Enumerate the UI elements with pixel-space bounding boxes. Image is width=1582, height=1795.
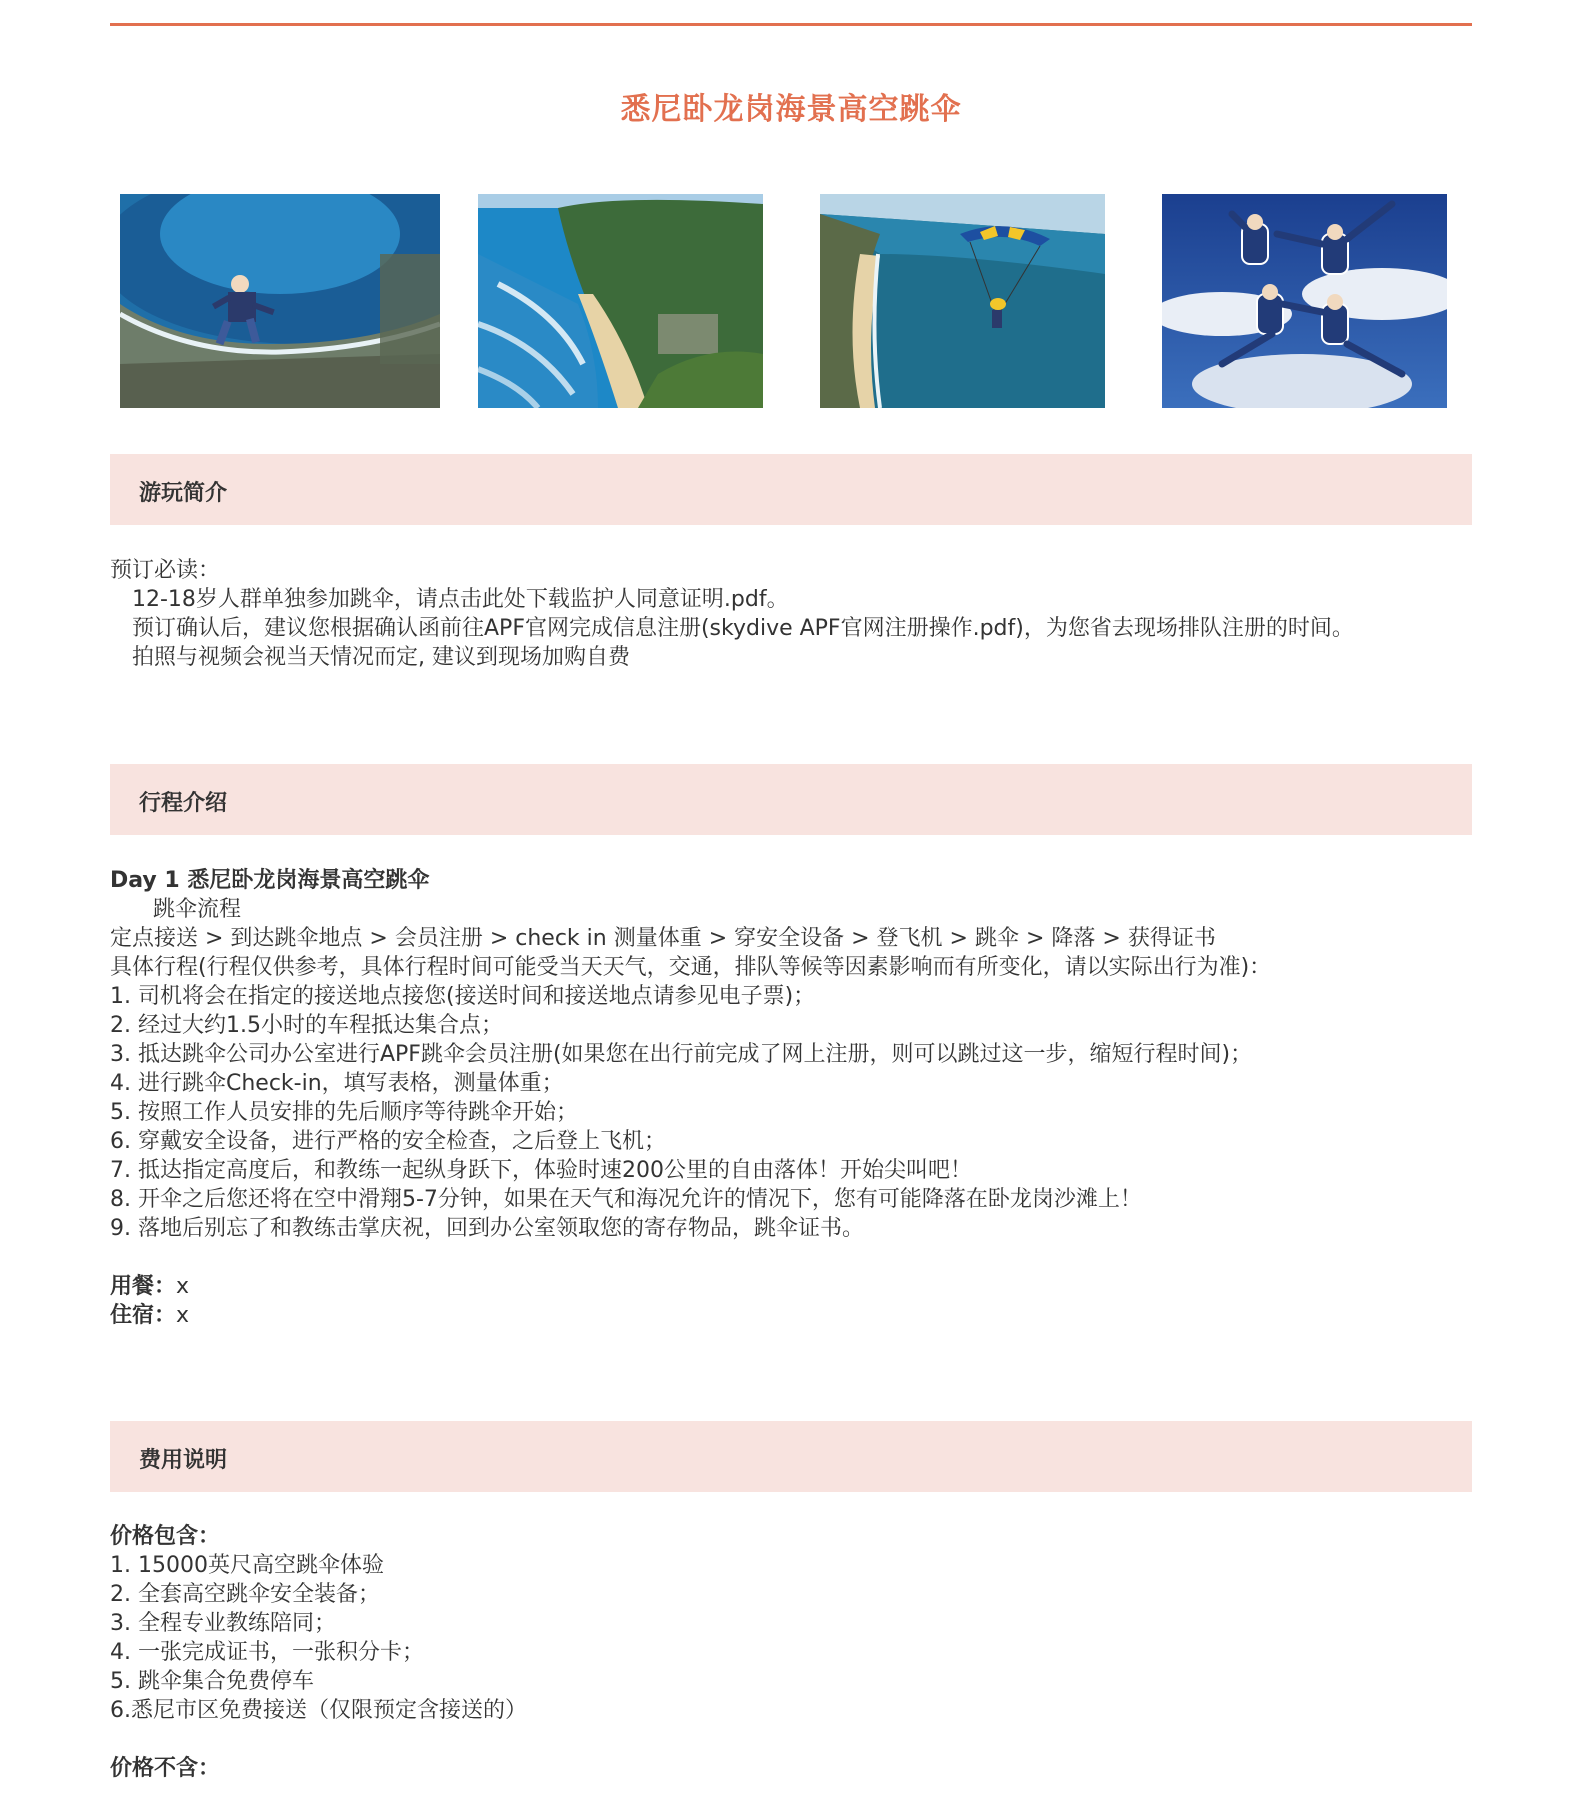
section-header-costs [110,1421,1472,1492]
itinerary-step: 6. 穿戴安全设备，进行严格的安全检查，之后登上飞机； [110,1129,666,1154]
itinerary-step: 3. 抵达跳伞公司办公室进行APF跳伞会员注册(如果您在出行前完成了网上注册，则可以跳过这一步，缩短行程时间)； [110,1042,1253,1067]
section-header-itinerary [110,764,1472,835]
itinerary-note: 具体行程(行程仅供参考，具体行程时间可能受当天天气，交通，排队等候等因素影响而有所变化，请以实际出行为准)： [110,955,1272,980]
meals-value: x [176,1274,190,1299]
meals-label: 用餐： [110,1274,177,1299]
itinerary-step: 8. 开伞之后您还将在空中滑翔5-7分钟，如果在天气和海况允许的情况下，您有可能降落在卧龙岗沙滩上！ [110,1187,1142,1212]
itinerary-text [110,866,1472,1330]
section-header-intro [110,454,1472,525]
section-title-itinerary: 行程介绍 [139,791,228,816]
top-divider [110,23,1472,26]
section-title-costs: 费用说明 [139,1448,228,1473]
intro-line: 预订必读： [110,558,221,583]
lodging-value: x [176,1303,190,1328]
parachute-over-ocean-photo[interactable] [820,194,1105,408]
itinerary-step: 5. 按照工作人员安排的先后顺序等待跳伞开始； [110,1100,578,1125]
flow-label: 跳伞流程 [153,897,242,922]
itinerary-step: 2. 经过大约1.5小时的车程抵达集合点； [110,1013,503,1038]
included-item: 2. 全套高空跳伞安全装备； [110,1582,380,1607]
included-item: 1. 15000英尺高空跳伞体验 [110,1553,384,1578]
itinerary-step: 4. 进行跳伞Check-in，填写表格，测量体重； [110,1071,564,1096]
excluded-label: 价格不含： [110,1756,221,1781]
apf-registration-link[interactable]: 预订确认后，建议您根据确认函前往APF官网完成信息注册(skydive APF官网注册操作.pdf)，为您省去现场排队注册的时间。 [132,616,1354,641]
included-item: 5. 跳伞集合免费停车 [110,1669,314,1694]
itinerary-step: 1. 司机将会在指定的接送地点接您(接送时间和接送地点请参见电子票)； [110,984,816,1009]
meals-row [110,1272,1472,1301]
formation-skydivers-photo[interactable] [1162,194,1447,408]
day-title: Day 1 悉尼卧龙岗海景高空跳伞 [110,868,430,893]
page-title: 悉尼卧龙岗海景高空跳伞 [620,92,962,127]
included-item: 3. 全程专业教练陪同； [110,1611,336,1636]
photo-strip [0,194,1582,408]
tandem-skydive-over-coast-photo[interactable] [120,194,440,408]
section-title-intro: 游玩简介 [139,481,228,506]
intro-text [110,556,1472,672]
flow-steps: 定点接送 > 到达跳伞地点 > 会员注册 > check in 测量体重 > 穿安全设备 > 登飞机 > 跳伞 > 降落 > 获得证书 [110,926,1216,951]
lodging-label: 住宿： [110,1303,177,1328]
included-item: 4. 一张完成证书，一张积分卡； [110,1640,424,1665]
download-consent-link[interactable]: 12-18岁人群单独参加跳伞，请点击此处下载监护人同意证明.pdf。 [132,587,789,612]
intro-line: 拍照与视频会视当天情况而定, 建议到现场加购自费 [132,645,630,670]
lodging-row [110,1301,1472,1330]
included-label: 价格包含： [110,1524,221,1549]
costs-text [110,1522,1472,1783]
itinerary-step: 9. 落地后别忘了和教练击掌庆祝，回到办公室领取您的寄存物品，跳伞证书。 [110,1216,864,1241]
included-item: 6.悉尼市区免费接送（仅限预定含接送的） [110,1698,527,1723]
coastline-beach-cliffs-photo[interactable] [478,194,763,408]
itinerary-step: 7. 抵达指定高度后，和教练一起纵身跃下，体验时速200公里的自由落体！开始尖叫吧！ [110,1158,972,1183]
